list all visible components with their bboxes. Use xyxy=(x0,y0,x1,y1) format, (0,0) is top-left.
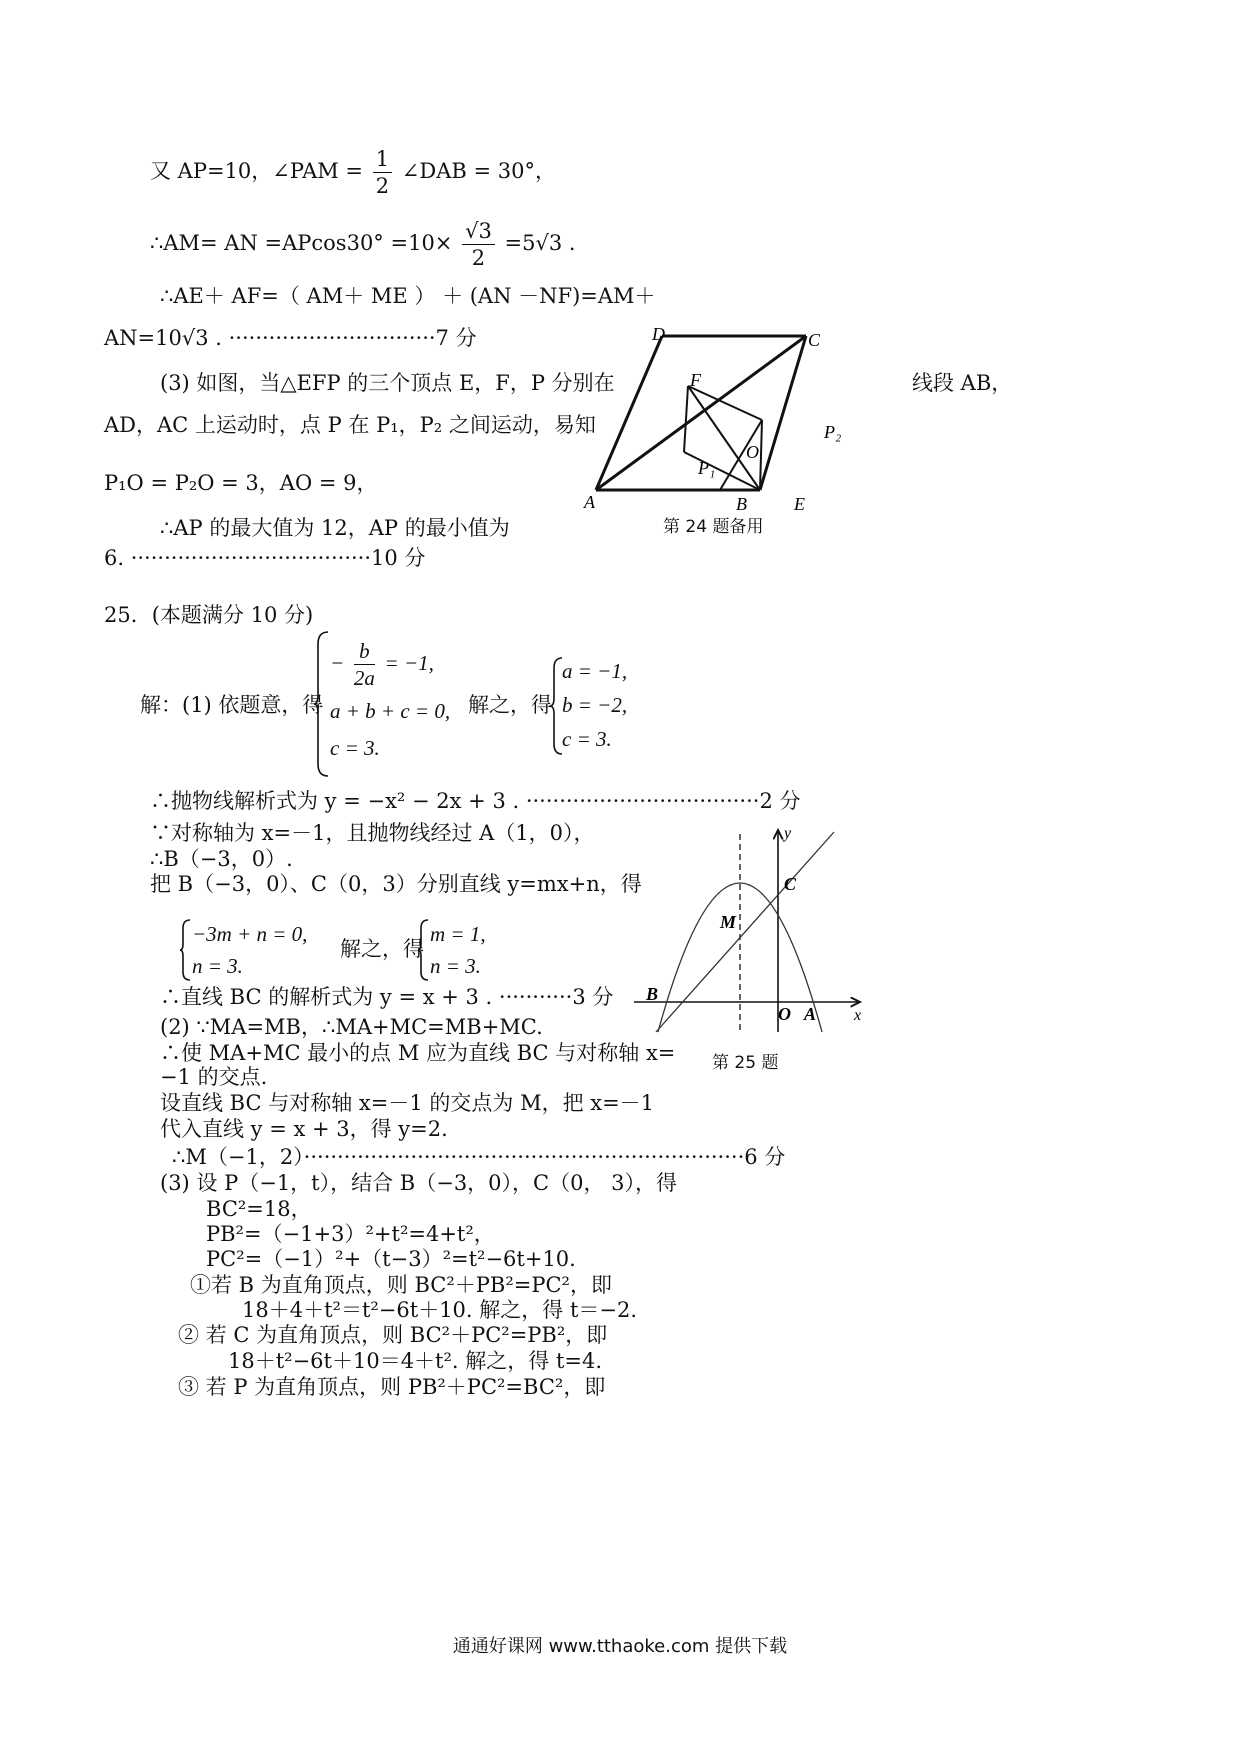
q25-p6: (2) ∵MA=MB，∴MA+MC=MB+MC. xyxy=(160,1015,543,1039)
system1-row-1-post: = −1, xyxy=(384,651,434,675)
q25-intro: 解：(1) 依题意，得 xyxy=(140,693,324,717)
q24-line-1-post: ∠DAB = 30°， xyxy=(401,159,556,183)
q25-p10: 代入直线 y = x + 3，得 y=2. xyxy=(160,1117,448,1141)
label-b-point: B xyxy=(646,984,659,1004)
q25-p17: 18＋4＋t²＝t²−6t＋10. 解之，得 t＝−2. xyxy=(242,1298,638,1322)
q25-solve-1: 解之，得 xyxy=(468,693,552,717)
q25-p14: PB²=（−1+3）²+t²=4+t²， xyxy=(206,1222,495,1246)
fraction-b-over-2a xyxy=(354,638,375,691)
system4-row-1: m = 1, xyxy=(430,922,486,946)
q24-line-9: 6. ····································10 分 xyxy=(104,546,426,570)
q24-line-2-post: =5√3 . xyxy=(504,231,576,255)
fraction-denominator: 2a xyxy=(353,666,375,690)
fraction-numerator: b xyxy=(354,638,375,665)
q24-line-5-right: 线段 AB， xyxy=(912,371,1013,395)
label-f: F xyxy=(690,370,701,390)
q25-solve-2: 解之，得 xyxy=(340,937,424,961)
q25-p4: 把 B（−3，0）、C（0，3）分别直线 y=mx+n，得 xyxy=(150,872,642,896)
q25-p2: ∵对称轴为 x=－1，且抛物线经过 A（1，0）， xyxy=(150,821,595,845)
system4-row-2: n = 3. xyxy=(430,954,481,978)
label-p2: P₂ xyxy=(824,422,842,442)
q25-title: 25．(本题满分 10 分) xyxy=(104,603,314,627)
system3-row-1: −3m + n = 0, xyxy=(192,922,308,946)
q24-figure-caption: 第 24 题备用 xyxy=(663,517,764,537)
system1-minus: − xyxy=(330,651,345,675)
q25-system-1 xyxy=(330,633,450,767)
system2-row-3: c = 3. xyxy=(562,727,612,751)
label-y-axis: y xyxy=(784,825,792,842)
system2-row-2: b = −2, xyxy=(562,693,628,717)
system3-brace xyxy=(180,918,192,982)
q25-p3: ∴B（−3，0）. xyxy=(150,847,293,871)
q25-system-3 xyxy=(192,918,307,982)
q24-line-2-pre: ∴AM= AN =APcos30° =10× xyxy=(150,231,453,255)
label-c-point: C xyxy=(784,874,797,894)
label-a: A xyxy=(584,492,595,512)
q24-line-5: (3) 如图，当△EFP 的三个顶点 E，F，P 分别在 xyxy=(160,371,615,395)
label-d: D xyxy=(652,324,665,344)
q25-system-4 xyxy=(430,918,486,982)
page-footer: 通通好课网 www.tthaoke.com 提供下载 xyxy=(452,1636,788,1657)
q24-rhombus-figure xyxy=(580,320,870,525)
q25-p5: ∴直线 BC 的解析式为 y = x + 3 . ···········3 分 xyxy=(160,985,614,1009)
q25-system-2 xyxy=(562,654,627,756)
q25-p8: −1 的交点. xyxy=(160,1065,268,1089)
q24-line-8: ∴AP 的最大值为 12，AP 的最小值为 xyxy=(160,516,510,540)
fraction-numerator: 1 xyxy=(373,146,392,173)
q25-p1: ∴抛物线解析式为 y = −x² − 2x + 3 . ···································2 分 xyxy=(150,789,801,813)
system1-row-2: a + b + c = 0, xyxy=(330,699,451,723)
q24-line-6: AD，AC 上运动时，点 P 在 P₁，P₂ 之间运动，易知 xyxy=(104,413,596,437)
fraction-numerator: √3 xyxy=(462,218,495,245)
label-x-axis: x xyxy=(854,1007,862,1024)
q24-line-7: P₁O = P₂O = 3，AO = 9， xyxy=(104,471,378,495)
fraction-half xyxy=(373,146,392,199)
q24-line-1 xyxy=(150,146,556,199)
q25-p16: ①若 B 为直角顶点，则 BC²＋PB²=PC²，即 xyxy=(190,1273,612,1297)
label-o: O xyxy=(746,442,759,462)
q25-p18: ② 若 C 为直角顶点，则 BC²＋PC²=PB²，即 xyxy=(178,1323,608,1347)
q24-line-2 xyxy=(150,218,576,271)
edge-cb xyxy=(760,336,806,490)
segment-f-down xyxy=(684,386,688,452)
fraction-denominator: 2 xyxy=(375,174,390,198)
q25-p9: 设直线 BC 与对称轴 x=－1 的交点为 M，把 x=－1 xyxy=(160,1091,655,1115)
system1-brace xyxy=(314,630,330,778)
q25-p15: PC²=（−1）²+（t−3）²=t²−6t+10. xyxy=(206,1247,576,1271)
system3-row-2: n = 3. xyxy=(192,954,243,978)
q25-p19: 18＋t²−6t＋10＝4＋t². 解之，得 t=4. xyxy=(228,1349,603,1373)
label-e: E xyxy=(794,494,805,514)
q24-line-1-pre: 又 AP=10，∠PAM = xyxy=(150,159,370,183)
fraction-sqrt3-over-2 xyxy=(462,218,495,271)
q25-p20: ③ 若 P 为直角顶点，则 PB²＋PC²=BC²，即 xyxy=(178,1375,606,1399)
q25-p13: BC²=18， xyxy=(206,1197,312,1221)
system4-brace xyxy=(418,918,430,982)
q25-p12: (3) 设 P（−1，t），结合 B（−3，0），C（0， 3），得 xyxy=(160,1171,678,1195)
q25-p11: ∴M（−1，2）··································································6 分 xyxy=(172,1145,786,1169)
fraction-denominator: 2 xyxy=(471,246,486,270)
label-m-point: M xyxy=(720,912,737,932)
label-a-point: A xyxy=(804,1004,817,1024)
system2-row-1: a = −1, xyxy=(562,659,628,683)
q25-p7: ∴使 MA+MC 最小的点 M 应为直线 BC 与对称轴 x= xyxy=(160,1041,676,1065)
q24-line-4: AN=10√3 . ·······························7 分 xyxy=(104,326,477,350)
label-b: B xyxy=(736,494,747,514)
label-c: C xyxy=(808,330,821,350)
q24-line-3: ∴AE＋ AF=（ AM＋ ME ） ＋ (AN －NF)=AM＋ xyxy=(160,284,656,308)
system1-row-1 xyxy=(330,633,450,693)
q25-parabola-figure xyxy=(630,820,870,1040)
system1-row-3: c = 3. xyxy=(330,736,380,760)
q25-figure-caption: 第 25 题 xyxy=(712,1053,779,1073)
label-p1: P₁ xyxy=(698,458,716,478)
label-o-origin: O xyxy=(778,1004,791,1024)
